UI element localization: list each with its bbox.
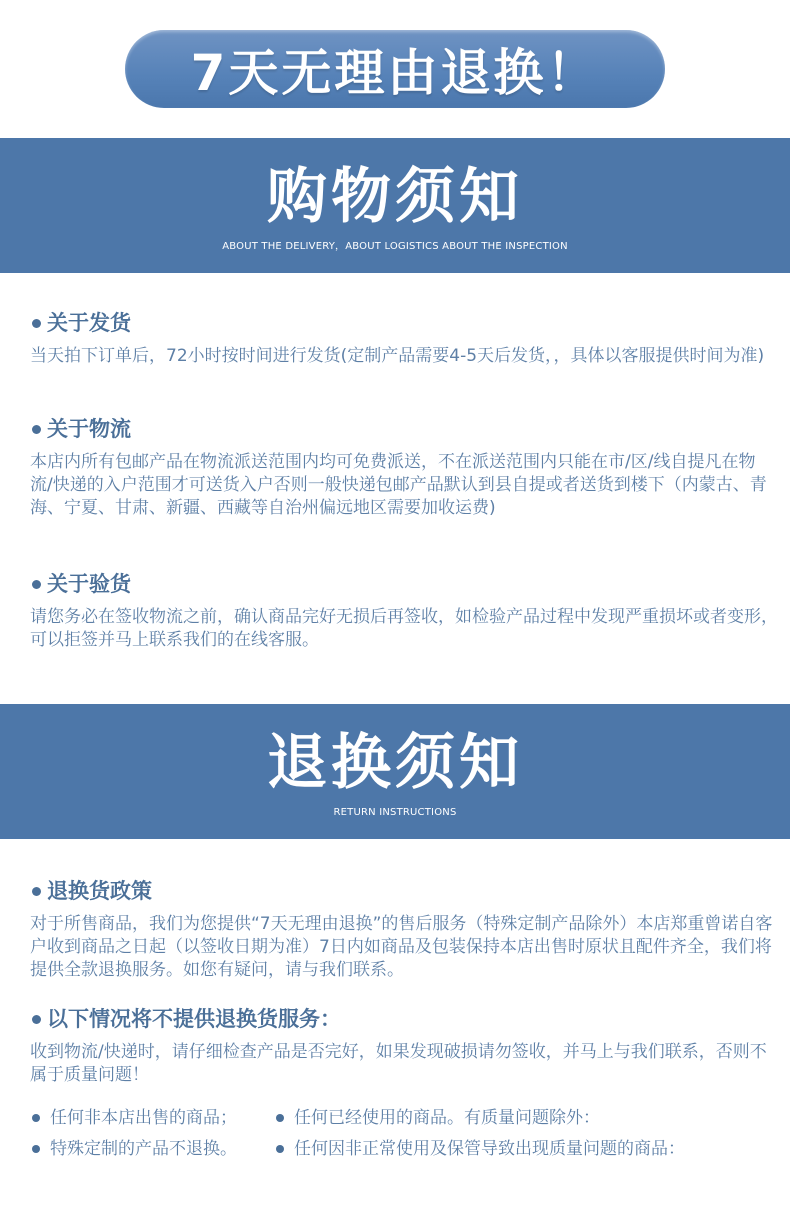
list-item: 任何已经使用的商品。有质量问题除外： (274, 1106, 600, 1130)
logistics-section (30, 416, 778, 520)
return-policy-heading: 退换货政策 (47, 879, 152, 903)
shopping-notice-title: 购物须知 (267, 162, 523, 232)
exclusions-text: 收到物流/快递时，请仔细检查产品是否完好，如果发现破损请勿签收，并马上与我们联系，否则不属于质量问题！ (30, 1042, 767, 1085)
list-item: 特殊定制的产品不退换。 (30, 1137, 237, 1161)
delivery-section (30, 310, 778, 368)
delivery-text: 当天拍下订单后，72小时按时间进行发货(定制产品需要4-5天后发货，，具体以客服提供时间为准) (30, 346, 765, 366)
logistics-heading: 关于物流 (47, 417, 131, 441)
bullet-icon (32, 319, 41, 328)
exclusions-section (30, 1006, 778, 1087)
bullet-icon (32, 1015, 41, 1024)
return-notice-title: 退换须知 (267, 728, 523, 798)
list-item: 任何因非正常使用及保管导致出现质量问题的商品： (274, 1137, 685, 1161)
bullet-icon (32, 1114, 40, 1122)
logistics-text: 本店内所有包邮产品在物流派送范围内均可免费派送，不在派送范围内只能在市/区/线自提凡在物流/快递的入户范围才可送货入户否则一般快递包邮产品默认到县自提或者送货到楼下（内蒙古、青海、宁夏、甘肃、新疆、西藏等自治州偏远地区需要加收运费) (30, 452, 767, 518)
bullet-icon (276, 1114, 284, 1122)
inspection-heading: 关于验货 (47, 572, 131, 596)
shopping-notice-subtitle: ABOUT THE DELIVERY，ABOUT LOGISTICS ABOUT THE INSPECTION (222, 241, 568, 252)
inspection-section (30, 571, 778, 652)
list-item: 任何非本店出售的商品； (30, 1106, 237, 1130)
bullet-icon (276, 1145, 284, 1153)
banner-pill (125, 30, 665, 108)
return-policy-text: 对于所售商品，我们为您提供“7天无理由退换”的售后服务（特殊定制产品除外）本店郑重曾诺自客户收到商品之日起（以签收日期为准）7日内如商品及包装保持本店出售时原状且配件齐全，我们将提供全款退换服务。如您有疑问，请与我们联系。 (30, 914, 773, 980)
bullet-icon (32, 887, 41, 896)
return-notice-header (0, 704, 790, 839)
shopping-notice-header (0, 138, 790, 273)
bullet-icon (32, 580, 41, 589)
banner-title: 7天无理由退换！ (190, 44, 600, 102)
bullet-icon (32, 1145, 40, 1153)
inspection-text: 请您务必在签收物流之前，确认商品完好无损后再签收，如检验产品过程中发现严重损坏或者变形，可以拒签并马上联系我们的在线客服。 (30, 607, 778, 650)
delivery-heading: 关于发货 (47, 311, 131, 335)
return-notice-subtitle: RETURN INSTRUCTIONS (333, 807, 457, 818)
return-policy-section (30, 878, 778, 982)
bullet-icon (32, 425, 41, 434)
exclusions-heading: 以下情况将不提供退换货服务： (47, 1007, 341, 1031)
